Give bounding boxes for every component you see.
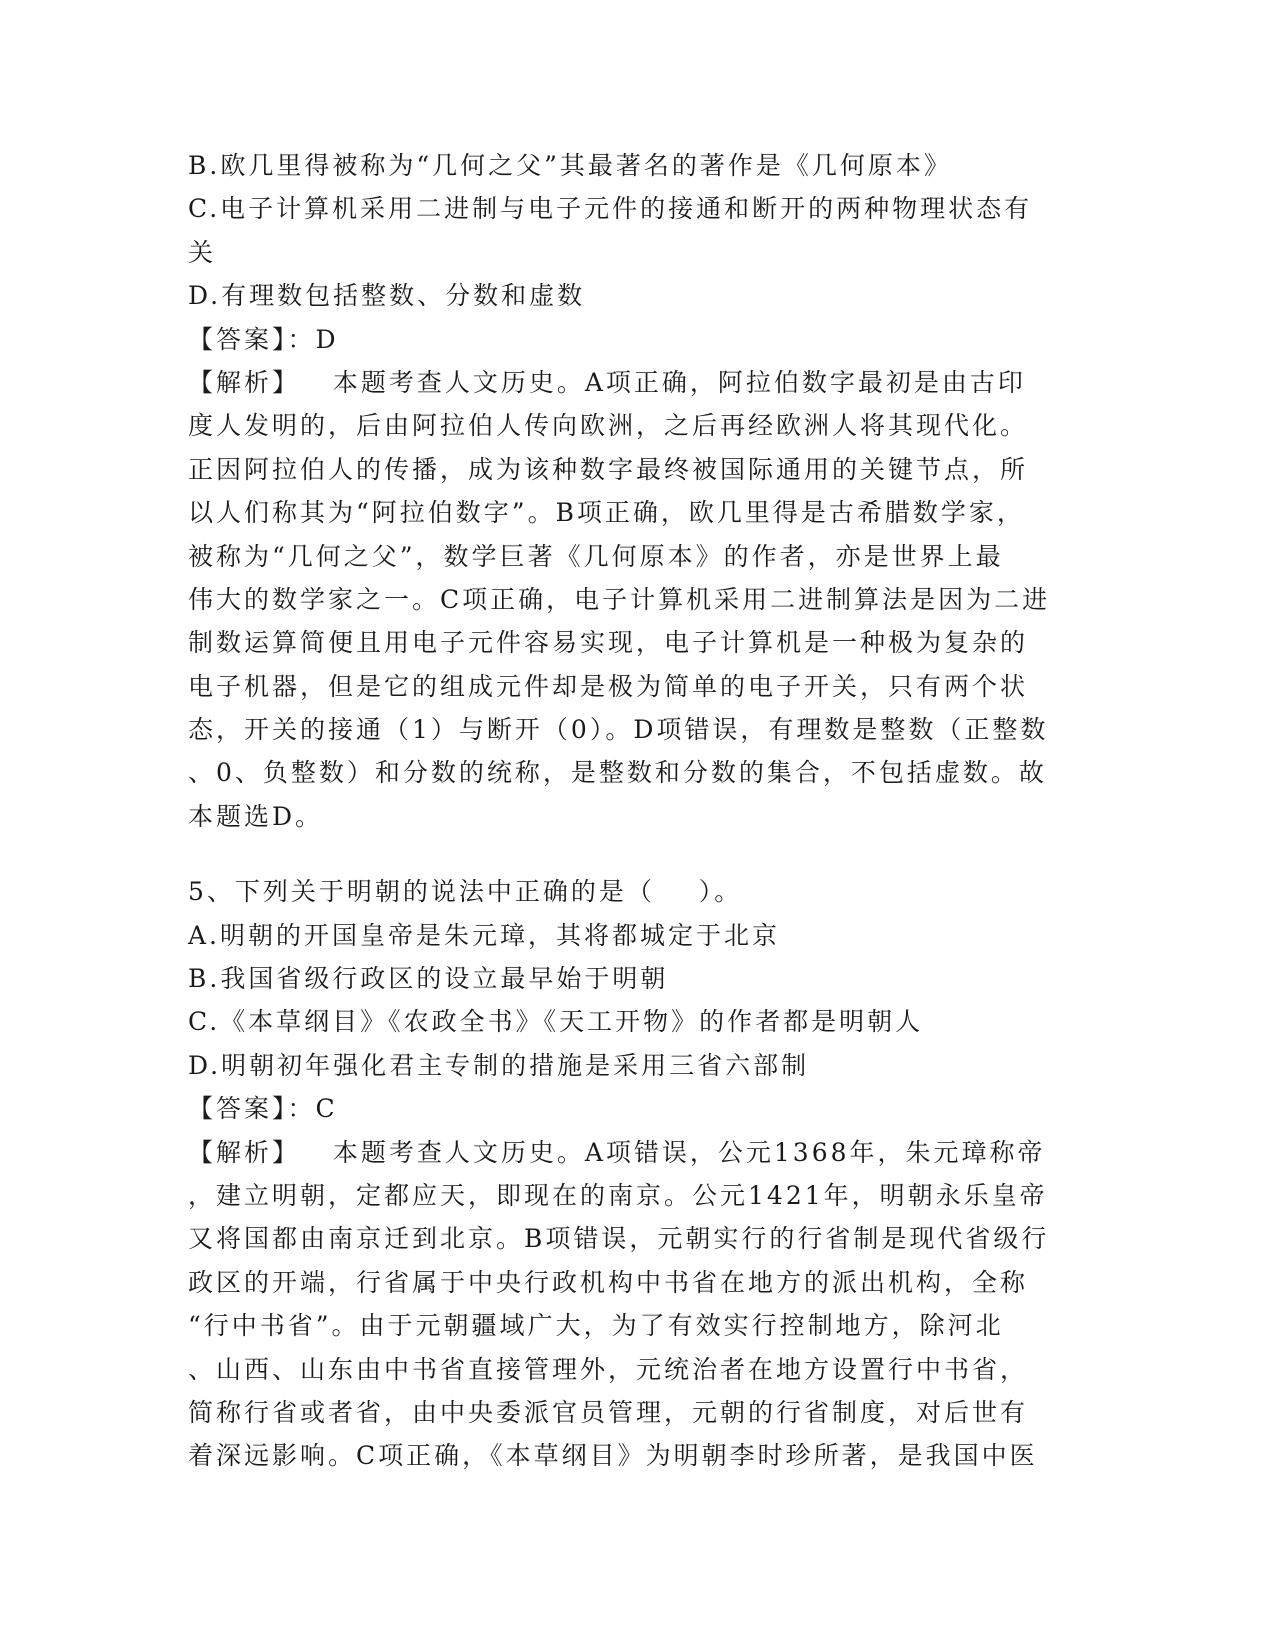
explanation-q4: 【解析】 本题考查人文历史。A项正确，阿拉伯数字最初是由古印 — [188, 367, 1026, 397]
explanation-q4: 被称为“几何之父”，数学巨著《几何原本》的作者，亦是世界上最 — [188, 541, 1004, 571]
explanation-q5: 政区的开端，行省属于中央行政机构中书省在地方的派出机构，全称 — [188, 1267, 1029, 1297]
explanation-q5: ，建立明朝，定都应天，即现在的南京。公元1421年，明朝永乐皇帝 — [188, 1180, 1048, 1210]
option-c-q5: C.《本草纲目》《农政全书》《天工开物》的作者都是明朝人 — [188, 1007, 924, 1037]
option-d-q5: D.明朝初年强化君主专制的措施是采用三省六部制 — [188, 1050, 810, 1080]
explanation-q4: 度人发明的，后由阿拉伯人传向欧洲，之后再经欧洲人将其现代化。 — [188, 411, 1029, 441]
explanation-q5: “行中书省”。由于元朝疆域广大，为了有效实行控制地方，除河北 — [188, 1311, 1004, 1341]
explanation-q4: 、0、负整数）和分数的统称，是整数和分数的集合，不包括虚数。故 — [188, 758, 1047, 788]
option-b-q4: B.欧几里得被称为“几何之父”其最著名的著作是《几何原本》 — [188, 151, 952, 180]
option-b-q5: B.我国省级行政区的设立最早始于明朝 — [188, 964, 669, 994]
explanation-q5: 又将国都由南京迁到北京。B项错误，元朝实行的行省制是现代省级行 — [188, 1224, 1050, 1254]
explanation-q4: 正因阿拉伯人的传播，成为该种数字最终被国际通用的关键节点，所 — [188, 454, 1029, 484]
explanation-q4: 态，开关的接通（1）与断开（0）。D项错误，有理数是整数（正整数 — [188, 715, 1049, 745]
explanation-q5: 、山西、山东由中书省直接管理外，元统治者在地方设置行中书省， — [188, 1354, 1029, 1384]
explanation-q4: 本题选D。 — [188, 801, 324, 831]
explanation-q4: 以人们称其为“阿拉伯数字”。B项正确，欧几里得是古希腊数学家， — [188, 498, 1025, 528]
section-gap — [188, 838, 1088, 870]
answer-q4: 【答案】：D — [188, 324, 339, 354]
option-d-q4: D.有理数包括整数、分数和虚数 — [188, 281, 586, 311]
option-c-q4: C.电子计算机采用二进制与电子元件的接通和断开的两种物理状态有 — [188, 194, 1033, 224]
question-5-stem: 5、下列关于明朝的说法中正确的是（ ）。 — [188, 877, 743, 907]
explanation-q4: 电子机器，但是它的组成元件却是极为简单的电子开关，只有两个状 — [188, 671, 1029, 701]
explanation-q4: 制数运算简便且用电子元件容易实现，电子计算机是一种极为复杂的 — [188, 628, 1029, 658]
explanation-q5: 简称行省或者省，由中央委派官员管理，元朝的行省制度，对后世有 — [188, 1397, 1029, 1427]
document-page — [188, 144, 1088, 1478]
option-c-q4-cont: 关 — [188, 237, 217, 267]
explanation-q5: 着深远影响。C项正确，《本草纲目》为明朝李时珍所著，是我国中医 — [188, 1441, 1038, 1471]
explanation-q4: 伟大的数学家之一。C项正确，电子计算机采用二进制算法是因为二进 — [188, 584, 1051, 614]
explanation-q5: 【解析】 本题考查人文历史。A项错误，公元1368年，朱元璋称帝 — [188, 1137, 1046, 1167]
option-a-q5: A.明朝的开国皇帝是朱元璋，其将都城定于北京 — [188, 920, 781, 950]
answer-q5: 【答案】：C — [188, 1094, 338, 1124]
